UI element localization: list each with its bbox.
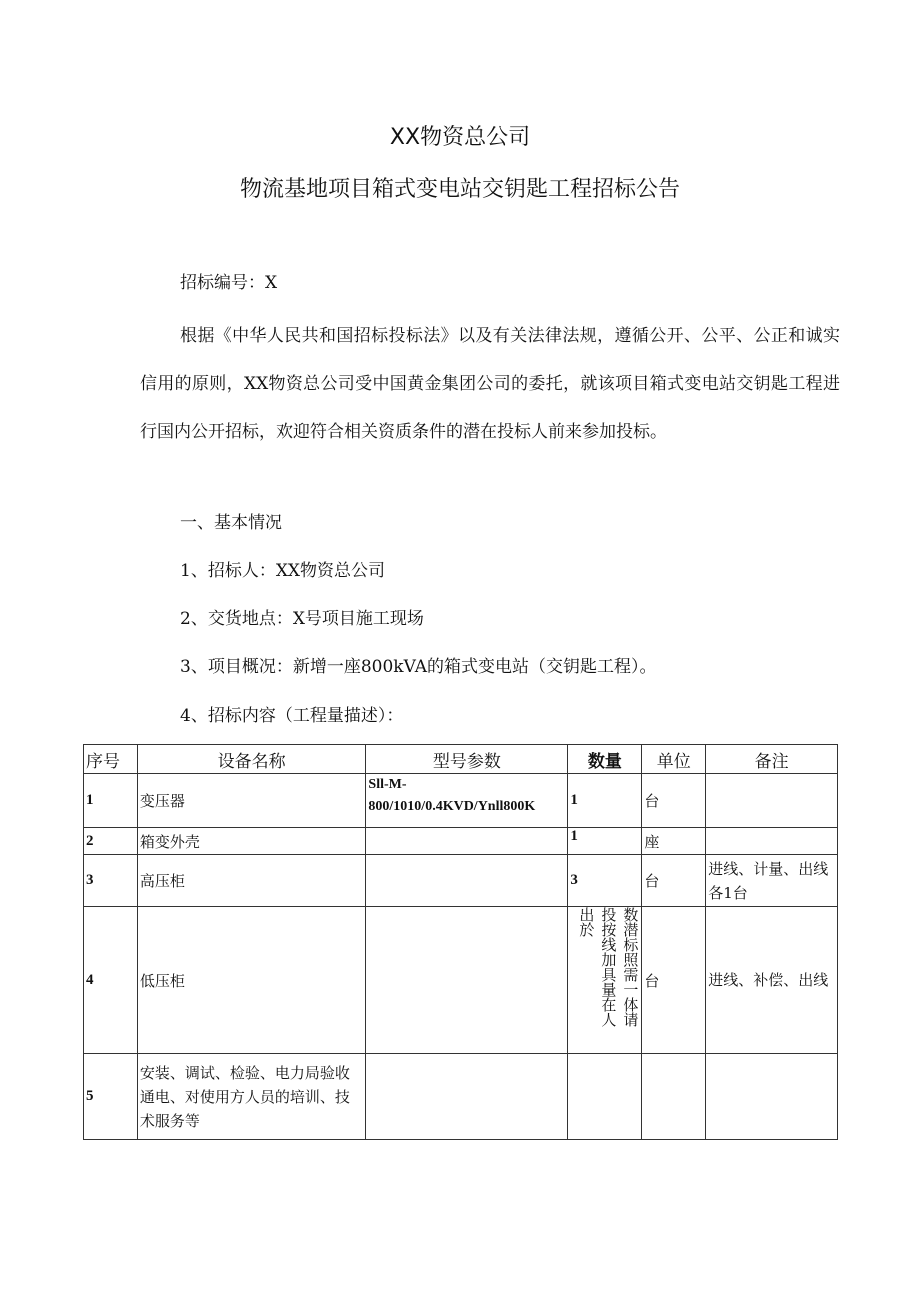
row-unit: 台 [642, 774, 706, 828]
table-row [84, 855, 838, 907]
table-row [84, 828, 838, 855]
col-header-name: 设备名称 [137, 745, 366, 774]
bid-number: 招标编号：X [180, 273, 278, 293]
row-qty-vertical-text: 数潜标照需一体请投按线加具量在人出於 [577, 907, 640, 1027]
company-title: XX物资总公司 [389, 125, 531, 150]
row-unit: 台 [642, 907, 706, 1054]
section-heading: 一、基本情况 [180, 513, 282, 533]
row-model [366, 855, 568, 907]
item-delivery: 2、交货地点：X号项目施工现场 [180, 609, 424, 629]
row-note [706, 774, 838, 828]
intro-paragraph: 根据《中华人民共和国招标投标法》以及有关法律法规，遵循公开、公平、公正和诚实信用的原则，XX物资总公司受中国黄金集团公司的委托，就该项目箱式变电站交钥匙工程进行国内公开招标，欢迎符合相关资质条件的潜在投标人前来参加投标。 [140, 326, 840, 442]
row-qty [568, 907, 642, 1054]
row-seq: 1 [84, 774, 138, 828]
col-header-note: 备注 [706, 745, 838, 774]
row-qty: 1 [568, 774, 642, 828]
col-header-qty: 数量 [568, 745, 642, 774]
row-qty: 1 [568, 828, 642, 855]
row-note: 进线、计量、出线各1台 [706, 855, 838, 907]
col-header-seq: 序号 [84, 745, 138, 774]
row-name: 低压柜 [137, 907, 366, 1054]
document-title: 物流基地项目箱式变电站交钥匙工程招标公告 [239, 177, 680, 202]
row-note [706, 1054, 838, 1140]
table-row [84, 907, 838, 1054]
row-unit: 台 [642, 855, 706, 907]
row-note [706, 828, 838, 855]
row-model: Sll-M-800/1010/0.4KVD/Ynll800K [366, 774, 568, 828]
row-name: 箱变外壳 [137, 828, 366, 855]
row-unit: 座 [642, 828, 706, 855]
row-note: 进线、补偿、出线 [706, 907, 838, 1054]
row-seq: 2 [84, 828, 138, 855]
col-header-model: 型号参数 [366, 745, 568, 774]
row-unit [642, 1054, 706, 1140]
table-row [84, 774, 838, 828]
table-row [84, 1054, 838, 1140]
row-seq: 5 [84, 1054, 138, 1140]
row-seq: 4 [84, 907, 138, 1054]
row-name: 安装、调试、检验、电力局验收通电、对使用方人员的培训、技术服务等 [137, 1054, 366, 1140]
item-content: 4、招标内容（工程量描述）： [180, 706, 404, 726]
row-model [366, 907, 568, 1054]
item-bidder: 1、招标人：XX物资总公司 [180, 561, 386, 581]
row-qty [568, 1054, 642, 1140]
row-name: 变压器 [137, 774, 366, 828]
row-seq: 3 [84, 855, 138, 907]
item-overview: 3、项目概况：新增一座800kVA的箱式变电站（交钥匙工程）。 [180, 657, 657, 677]
bid-items-table [83, 744, 838, 1140]
col-header-unit: 单位 [642, 745, 706, 774]
row-model [366, 828, 568, 855]
table-header-row [84, 745, 838, 774]
row-model [366, 1054, 568, 1140]
row-qty: 3 [568, 855, 642, 907]
row-name: 高压柜 [137, 855, 366, 907]
